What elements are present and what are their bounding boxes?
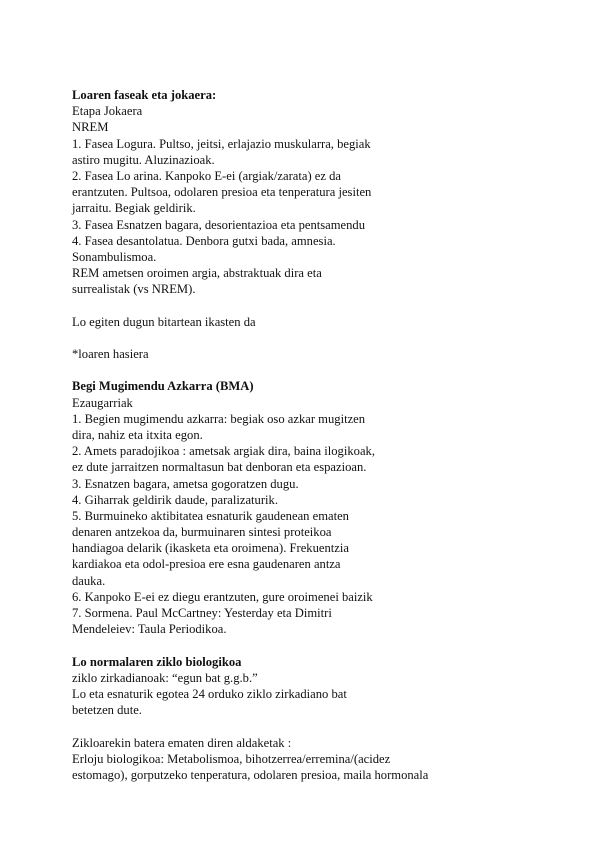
paragraph-gap (72, 362, 542, 378)
text-line: Mendeleiev: Taula Periodikoa. (72, 622, 227, 637)
text-line: Etapa Jokaera (72, 104, 143, 119)
text-line: 4. Giharrak geldirik daude, paralizaturik. (72, 492, 278, 507)
text-line: kardiakoa eta odol-presioa ere esna gaudenaren antza (72, 557, 341, 572)
text-line: 6. Kanpoko E-ei ez diegu erantzuten, gure oroimenei baizik (72, 589, 373, 604)
text-line: denaren antzekoa da, burmuinaren sintesi proteikoa (72, 525, 332, 540)
text-line: jarraitu. Begiak geldirik. (72, 201, 196, 216)
text-line: dira, nahiz eta itxita egon. (72, 427, 203, 442)
text-line: NREM (72, 120, 109, 135)
text-line: ez dute jarraitzen normaltasun bat denboran eta espazioan. (72, 460, 367, 475)
paragraph-gap (72, 718, 542, 734)
text-line: surrealistak (vs NREM). (72, 282, 196, 297)
paragraph-gap (72, 330, 542, 346)
text-line: erantzuten. Pultsoa, odolaren presioa eta tenperatura jesiten (72, 185, 372, 200)
text-line: 5. Burmuineko aktibitatea esnaturik gaudenean ematen (72, 508, 349, 523)
text-line: Lo eta esnaturik egotea 24 orduko ziklo zirkadiano bat (72, 686, 347, 701)
paragraph-gap (72, 637, 542, 653)
text-line: handiagoa delarik (ikasketa eta oroimena). Frekuentzia (72, 541, 349, 556)
text-line: REM ametsen oroimen argia, abstraktuak dira eta (72, 266, 322, 281)
text-line: Sonambulismoa. (72, 249, 157, 264)
text-line: 2. Fasea Lo arina. Kanpoko E-ei (argiak/zarata) ez da (72, 168, 342, 183)
text-line: 3. Fasea Esnatzen bagara, desorientazioa eta pentsamendu (72, 217, 366, 232)
text-line: 3. Esnatzen bagara, ametsa gogoratzen dugu. (72, 476, 299, 491)
text-line: betetzen dute. (72, 703, 142, 718)
text-line: Ezaugarriak (72, 395, 133, 410)
section-heading-sleep-cycle: Lo normalaren ziklo biologikoa (72, 654, 242, 669)
document-body (72, 87, 542, 783)
text-line: 7. Sormena. Paul McCartney: Yesterday eta Dimitri (72, 606, 332, 620)
text-line: dauka. (72, 573, 106, 588)
text-line: Erloju biologikoa: Metabolismoa, bihotzerrea/erremina/(acidez (72, 751, 391, 766)
text-line: Zikloarekin batera ematen diren aldaketak : (72, 735, 292, 750)
note-learning: Lo egiten dugun bitartean ikasten da (72, 314, 256, 329)
text-line: 4. Fasea desantolatua. Denbora gutxi bada, amnesia. (72, 233, 336, 248)
section-heading-sleep-phases: Loaren faseak eta jokaera: (72, 88, 217, 102)
text-line: ziklo zirkadianoak: “egun bat g.g.b.” (72, 670, 258, 685)
paragraph-gap (72, 297, 542, 313)
note-sleep-onset: *loaren hasiera (72, 347, 149, 361)
text-line: 2. Amets paradojikoa : ametsak argiak dira, baina ilogikoak, (72, 444, 375, 459)
text-line: estomago), gorputzeko tenperatura, odolaren presioa, maila hormonala (72, 767, 429, 782)
text-line: astiro mugitu. Aluzinazioak. (72, 152, 215, 167)
text-line: 1. Fasea Logura. Pultso, jeitsi, erlajazio muskularra, begiak (72, 136, 371, 151)
section-heading-rem: Begi Mugimendu Azkarra (BMA) (72, 379, 254, 394)
text-line: 1. Begien mugimendu azkarra: begiak oso azkar mugitzen (72, 411, 366, 426)
